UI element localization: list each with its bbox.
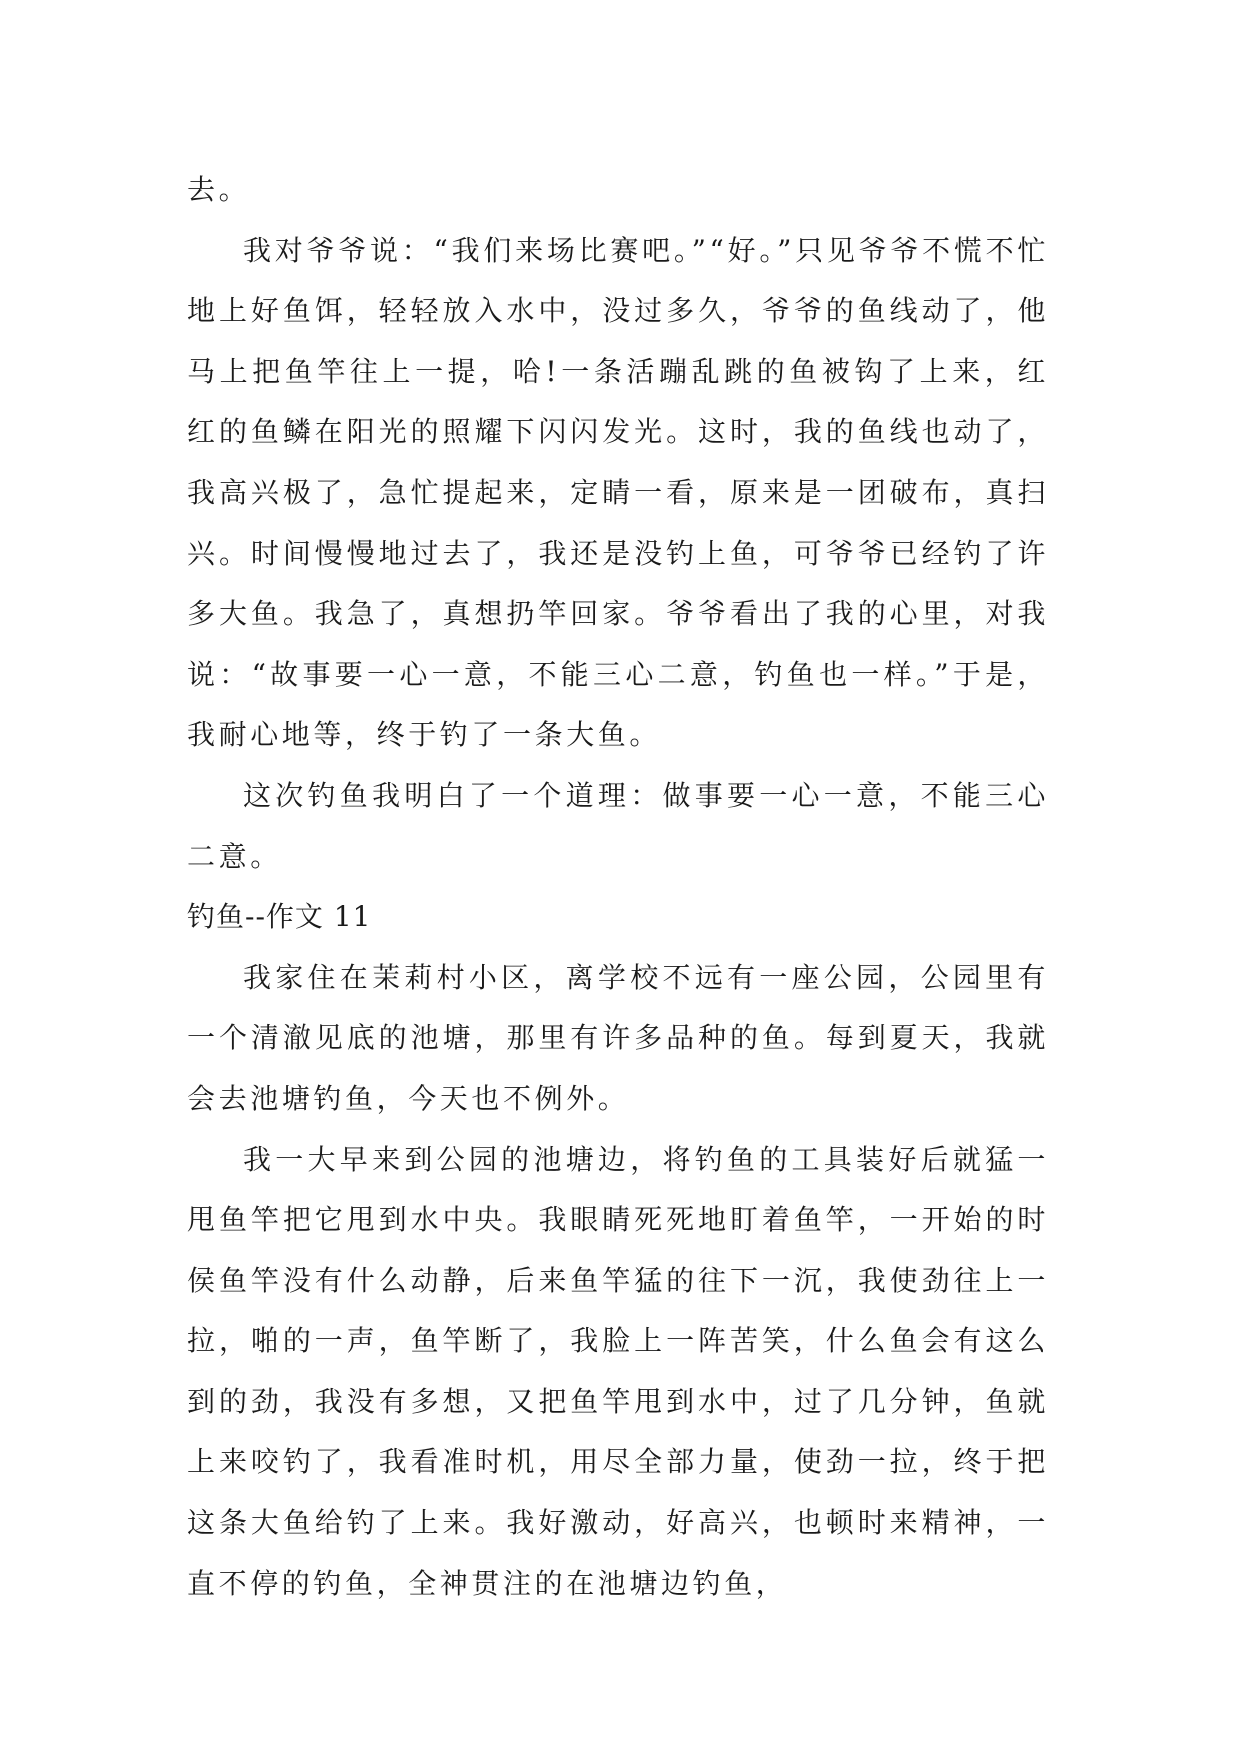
paragraph-grandpa-contest: 我对爷爷说：“我们来场比赛吧。”“好。”只见爷爷不慌不忙地上好鱼饵，轻轻放入水中，没过多久，爷爷的鱼线动了，他马上把鱼竿往上一提，哈!一条活蹦乱跳的鱼被钩了上来，红红的鱼鳞在阳光的照耀下闪闪发光。这时，我的鱼线也动了，我高兴极了，急忙提起来，定睛一看，原来是一团破布，真扫兴。时间慢慢地过去了，我还是没钓上鱼，可爷爷已经钓了许多大鱼。我急了，真想扔竿回家。爷爷看出了我的心里，对我说：“故事要一心一意，不能三心二意，钓鱼也一样。”于是，我耐心地等，终于钓了一条大鱼。	[187, 233, 1049, 752]
paragraph-lesson: 这次钓鱼我明白了一个道理：做事要一心一意，不能三心二意。	[187, 778, 1049, 873]
paragraph-continuation: 去。	[187, 173, 251, 206]
document-page	[187, 160, 1049, 1614]
essay-heading: 钓鱼--作文 11	[187, 900, 372, 934]
paragraph-fishing-morning: 我一大早来到公园的池塘边，将钓鱼的工具装好后就猛一甩鱼竿把它甩到水中央。我眼睛死死地盯着鱼竿，一开始的时侯鱼竿没有什么动静，后来鱼竿猛的往下一沉，我使劲往上一拉，啪的一声，鱼竿断了，我脸上一阵苦笑，什么鱼会有这么到的劲，我没有多想，又把鱼竿甩到水中，过了几分钟，鱼就上来咬钓了，我看准时机，用尽全部力量，使劲一拉，终于把这条大鱼给钓了上来。我好激动，好高兴，也顿时来精神，一直不停的钓鱼，全神贯注的在池塘边钓鱼，	[187, 1142, 1049, 1600]
paragraph-home-park: 我家住在茉莉村小区，离学校不远有一座公园，公园里有一个清澈见底的池塘，那里有许多品种的鱼。每到夏天，我就会去池塘钓鱼，今天也不例外。	[187, 960, 1049, 1115]
